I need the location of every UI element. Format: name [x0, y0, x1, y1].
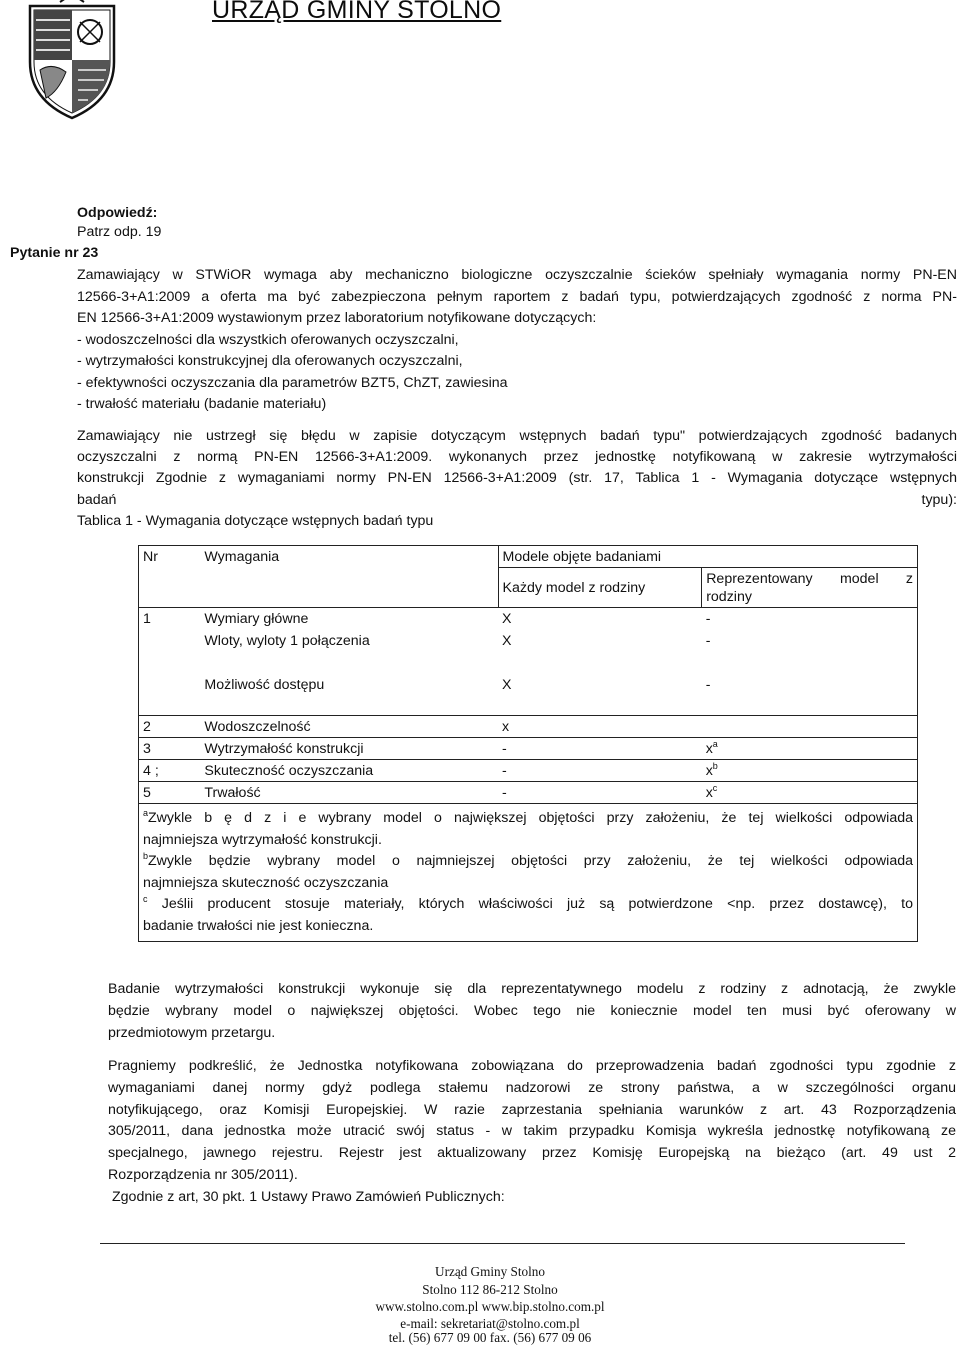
table-notes — [139, 804, 918, 942]
row-each: X — [502, 632, 512, 649]
question-line: - efektywności oczyszczania dla parametrów BZT5, ChZT, zawiesina — [77, 374, 508, 391]
question-line: 12566-3+A1:2009 a oferta ma być zabezpieczona pełnym raportem z badań typu, potwierdzających zgodność z norma PN- — [77, 288, 957, 305]
row-each: - — [498, 782, 702, 804]
header-nr: Nr — [139, 546, 201, 608]
row-requirement: Wloty, wyloty 1 połączenia — [204, 632, 370, 649]
row-each: x — [498, 716, 702, 738]
footer-divider — [100, 1243, 905, 1244]
header-each-model: Każdy model z rodziny — [498, 568, 702, 608]
paragraph-line: notyfikującego, oraz Komisji Europejskiej. W razie zaprzestania spełniania warunków z art. 43 Rozporządzenia — [108, 1101, 956, 1118]
note-line: najmniejsza wytrzymałość konstrukcji. — [143, 831, 382, 848]
question-text — [77, 265, 957, 416]
row-nr: 5 — [139, 782, 201, 804]
paragraph-line: specjalnego, jawnego rejestru. Rejestr jest aktualizowany przez Komisję Europejską na bieżąco (art. 49 ust 2 — [108, 1145, 956, 1162]
question-line: - wodoszczelności dla wszystkich oferowanych oczyszczalni, — [77, 331, 459, 348]
paragraph-line: Rozporządzenia nr 305/2011). — [108, 1166, 298, 1183]
note-line: najmniejsza skuteczność oczyszczania — [143, 874, 389, 891]
header-requirement: Wymagania — [200, 546, 498, 608]
body-paragraph-2 — [108, 1056, 956, 1187]
row-nr: 2 — [139, 716, 201, 738]
page-header-title: URZĄD GMINY STOLNO — [212, 0, 502, 24]
body-paragraph-3: Zgodnie z art, 30 pkt. 1 Ustawy Prawo Zamówień Publicznych: — [112, 1189, 505, 1205]
row-rep: - — [702, 630, 918, 652]
paragraph-line: konstrukcji Zgodnie z wymaganiami normy PN-EN 12566-3+A1:2009 (str. 17, Tablica 1 - Wymagania dotyczące wstępnych — [77, 470, 957, 487]
requirements-table — [138, 545, 918, 942]
paragraph-line: będzie wybrany model o największej objętości. Wobec tego nie koniecznie model ten musi być oferowany w — [108, 1003, 956, 1019]
row-requirement: Skuteczność oczyszczania — [200, 760, 498, 782]
row-requirement: Możliwość dostępu — [204, 676, 325, 693]
paragraph-line: wymaganiami danej normy gdyż podlega stałemu nadzorowi ze strony państwa, a w szczególności organu — [108, 1079, 956, 1096]
footer-name: Urząd Gminy Stolno — [435, 1264, 545, 1279]
row-rep: $x^b$ — [702, 760, 918, 782]
body-paragraph-1 — [108, 978, 956, 1044]
paragraph-line: Zamawiający nie ustrzegł się błędu w zapisie dotyczącym wstępnych badań typu" potwierdzających zgodność badanych — [77, 428, 957, 444]
paragraph-line: oczyszczalni z normą PN-EN 12566-3+A1:2009. wykonanych przez jednostkę notyfikowaną w zakresie wytrzymałości — [77, 449, 957, 466]
note-line: $^c$ Jeślii producent stosuje materiały, których właściwości już są potwierdzone <np. przez dostawcę), to — [143, 894, 913, 912]
question-line: Zamawiający w STWiOR wymaga aby mechaniczno biologiczne oczyszczalnie ścieków spełniały wymagania normy PN-EN — [77, 267, 957, 283]
row-rep: $x^a$ — [702, 738, 918, 760]
footnote-marker: c — [712, 782, 718, 793]
question-line: EN 12566-3+A1:2009 wystawionym przez laboratorium notyfikowane dotyczących: — [77, 310, 597, 326]
row-nr: 4 ; — [139, 760, 201, 782]
row-nr — [139, 630, 201, 652]
header-representative: Reprezentowany model z rodziny — [702, 568, 918, 608]
row-requirement: Wymiary główne — [200, 608, 498, 630]
footnote-marker: b — [712, 760, 718, 771]
header-models: Modele objęte badaniami — [498, 546, 917, 568]
footer-address: Stolno 112 86-212 Stolno — [422, 1282, 558, 1297]
paragraph-line: Pragniemy podkreślić, że Jednostka notyfikowana zobowiązana do przeprowadzenia badań zgodności typu zgodnie z — [108, 1058, 956, 1074]
paragraph-line: 305/2011, dana jednostka może utracić swój status - w takim przypadku Komisja wykreśla jednostkę notyfikowaną ze — [108, 1123, 956, 1140]
row-each: X — [502, 676, 512, 693]
paragraph-line: przedmiotowym przetargu. — [108, 1025, 276, 1041]
row-rep: - — [702, 608, 918, 630]
note-line: $^b$Zwykle będzie wybrany model o najmniejszej objętości przy założeniu, że tej wielkości odpowiada — [143, 851, 913, 869]
row-requirement: Wytrzymałość konstrukcji — [200, 738, 498, 760]
question-paragraph-2 — [77, 426, 957, 511]
coat-of-arms-icon — [22, 0, 122, 122]
footnote-marker: a — [712, 738, 718, 749]
answer-text: Patrz odp. 19 — [77, 224, 162, 240]
note-line: badanie trwałości nie jest konieczna. — [143, 917, 374, 934]
question-label: Pytanie nr 23 — [10, 245, 99, 261]
question-line: - wytrzymałości konstrukcyjnej dla oferowanych oczyszczalni, — [77, 353, 463, 369]
row-nr — [139, 674, 201, 696]
row-nr: 1 — [139, 608, 201, 630]
row-each: - — [498, 760, 702, 782]
row-rep: $x^c$ — [702, 782, 918, 804]
row-rep: - — [702, 674, 918, 696]
row-requirement: Wodoszczelność — [200, 716, 498, 738]
answer-label: Odpowiedź: — [77, 205, 158, 221]
note-line: $^a$Zwykle b ę d z i e wybrany model o największej objętości przy założeniu, że tej wielkości odpowiada — [143, 808, 913, 826]
paragraph-line: Badanie wytrzymałości konstrukcji wykonuje się dla reprezentatywnego modelu z rodziny z adnotacją, że zwykle — [108, 981, 956, 997]
question-line: - trwałość materiału (badanie materiału) — [77, 396, 327, 412]
row-each: - — [498, 738, 702, 760]
row-each: X — [498, 608, 702, 630]
row-rep — [702, 716, 918, 738]
row-requirement: Trwałość — [200, 782, 498, 804]
footer-email[interactable]: e-mail: sekretariat@stolno.com.pl — [400, 1316, 580, 1331]
footer-web[interactable]: www.stolno.com.pl www.bip.stolno.com.pl — [375, 1299, 605, 1314]
footer-phone: tel. (56) 677 09 00 fax. (56) 677 09 06 — [388, 1330, 592, 1345]
table-caption: Tablica 1 - Wymagania dotyczące wstępnych badań typu — [77, 513, 434, 529]
row-nr: 3 — [139, 738, 201, 760]
paragraph-line: badań typu): — [77, 491, 957, 508]
